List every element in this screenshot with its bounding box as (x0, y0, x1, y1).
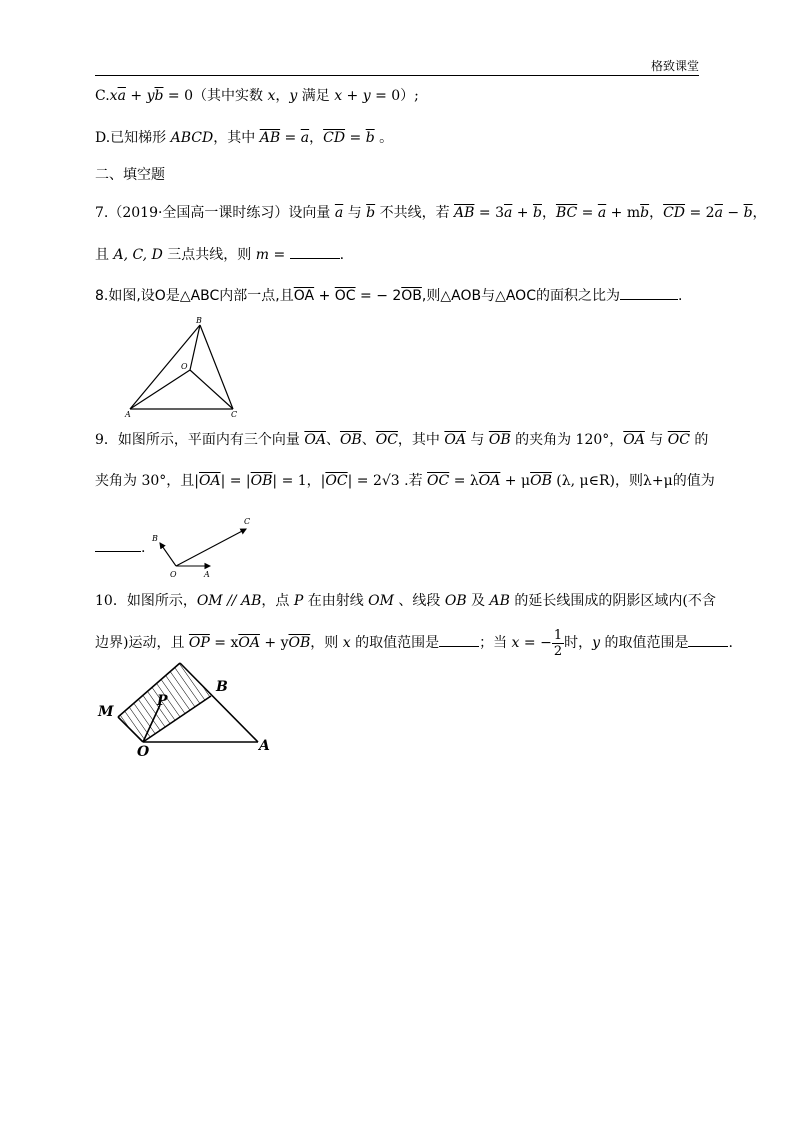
t: $\overline{OB}$ (488, 432, 511, 448)
t: + (314, 288, 335, 304)
t: = (577, 205, 598, 221)
t: $\overline{a}$ (334, 205, 344, 221)
label-o: O (181, 362, 188, 371)
t: . (141, 540, 146, 556)
label-a: A (204, 570, 210, 579)
t: y (592, 635, 601, 651)
t: $\overline{OC}$ (667, 432, 690, 448)
t: $\overline{OB}$ (288, 635, 311, 651)
t: 边界)运动，且 (95, 635, 189, 651)
t: C. (95, 88, 110, 104)
t: $\overline{OA}$ (293, 288, 315, 304)
label-a: A (259, 738, 270, 754)
t: OB (444, 593, 467, 609)
t: 的取值范围是 (600, 635, 689, 651)
t: 不共线，若 (375, 205, 455, 221)
t: $\overline{OC}$ (427, 473, 450, 489)
label-o: O (137, 744, 150, 760)
t: 在由射线 (303, 593, 369, 609)
t: ，则 (310, 635, 343, 651)
t: A, C, D (113, 247, 163, 263)
t: 且 (95, 247, 114, 263)
t: $\overline{OC}$ (375, 432, 398, 448)
label-c: C (244, 517, 251, 526)
t: $\overline{a}$ (714, 205, 723, 221)
label-c: C (231, 410, 238, 419)
t: = (280, 130, 301, 146)
t: x + y (334, 88, 371, 104)
t: 7.（2019·全国高一课时练习）设向量 (95, 205, 335, 221)
t: 的 (689, 432, 709, 448)
t: ABCD (170, 130, 214, 146)
t: x (511, 635, 520, 651)
t: y (146, 88, 155, 104)
t: x (109, 88, 118, 104)
t: x (267, 88, 276, 104)
t: AB (489, 593, 510, 609)
t: 9．如图所示，平面内有三个向量 (95, 432, 305, 448)
t: . (677, 288, 683, 304)
t: 、 (325, 432, 340, 448)
t: 时， (564, 635, 593, 651)
t: $\overline{a}$ (117, 88, 126, 104)
t: ， (275, 88, 290, 104)
t: 、 (361, 432, 376, 448)
t: $\overline{CD}$ (663, 205, 686, 221)
label-a: A (125, 410, 131, 419)
t: | = | (220, 473, 251, 489)
t: ， (541, 205, 556, 221)
t: ， (309, 130, 324, 146)
t: $\overline{b}$ (366, 205, 376, 221)
t: = x (209, 635, 239, 651)
t: $\overline{a}$ (597, 205, 607, 221)
t: 满足 (297, 88, 335, 104)
label-p: P (157, 693, 168, 709)
t: + μ (500, 473, 531, 489)
t: = 0（其中实数 (163, 88, 268, 104)
t: $\overline{OA}$ (238, 635, 260, 651)
t: ， (649, 205, 664, 221)
t: OM // AB (196, 593, 262, 609)
t: $\overline{b}$ (640, 205, 650, 221)
t: OM (368, 593, 394, 609)
t: $\overline{a}$ (300, 130, 310, 146)
t: ；当 (479, 635, 512, 651)
t: 夹角为 30°，且| (95, 473, 199, 489)
t: + (512, 205, 533, 221)
label-b: B (152, 534, 158, 543)
fraction-denominator: 2 (553, 643, 563, 659)
t: 与 (465, 432, 489, 448)
t: x (342, 635, 351, 651)
t: $\overline{AB}$ (454, 205, 475, 221)
t: 8.如图,设O是△ABC内部一点,且 (95, 288, 294, 304)
t: $\overline{b}$ (154, 88, 164, 104)
label-m: M (98, 704, 114, 720)
t: ，其中 (397, 432, 445, 448)
t: 的夹角为 120°， (510, 432, 624, 448)
t: 的取值范围是 (350, 635, 440, 651)
t: + (125, 88, 147, 104)
t: $\overline{a}$ (503, 205, 513, 221)
t: $\overline{BC}$ (555, 205, 578, 221)
t: ，其中 (213, 130, 260, 146)
t: − (722, 205, 744, 221)
t: $\overline{OA}$ (478, 473, 501, 489)
t: $\overline{OB}$ (530, 473, 552, 489)
t: | = 2√3 .若 (347, 473, 428, 489)
t: $\overline{OA}$ (623, 432, 645, 448)
t: + m (606, 205, 641, 221)
t: $\overline{b}$ (743, 205, 753, 221)
t: 与 (644, 432, 668, 448)
section-title: 二、填空题 (95, 167, 165, 183)
fraction-numerator: 1 (553, 627, 563, 643)
t: $\overline{OB}$ (339, 432, 362, 448)
t: (λ, μ∈R)，则λ+μ的值为 (551, 473, 715, 489)
t: + y (259, 635, 289, 651)
t: $\overline{OC}$ (334, 288, 356, 304)
t: = 3 (474, 205, 504, 221)
t: $\overline{OA}$ (198, 473, 221, 489)
t: = − (519, 635, 552, 651)
t: 10．如图所示， (95, 593, 197, 609)
t: y (289, 88, 298, 104)
t: $\overline{OA}$ (304, 432, 326, 448)
t: 的延长线围成的阴影区域内(不含 (509, 593, 716, 609)
label-b: B (216, 679, 228, 695)
t: $\overline{b}$ (532, 205, 542, 221)
t: = 2 (685, 205, 715, 221)
t: 、线段 (393, 593, 445, 609)
t: $\overline{OB}$ (401, 288, 422, 304)
t: $\overline{AB}$ (259, 130, 281, 146)
t: = (269, 247, 290, 263)
t: $\overline{CD}$ (323, 130, 346, 146)
t: = (345, 130, 366, 146)
t: $\overline{OC}$ (325, 473, 348, 489)
t: $\overline{b}$ (365, 130, 375, 146)
t: ,则△AOB与△AOC的面积之比为 (421, 288, 620, 304)
t: 及 (466, 593, 490, 609)
t: D.已知梯形 (95, 130, 171, 146)
t: m (255, 247, 269, 263)
t: $\overline{OA}$ (444, 432, 466, 448)
t: $\overline{OB}$ (250, 473, 273, 489)
t: | = 1，| (272, 473, 326, 489)
t: ，点 (261, 593, 294, 609)
t: . (728, 635, 733, 651)
t: ， (752, 205, 767, 221)
t: = − 2 (355, 288, 402, 304)
t: 。 (374, 130, 394, 146)
t: . (339, 247, 345, 263)
t: = 0）; (370, 88, 419, 104)
t: $\overline{OP}$ (188, 635, 210, 651)
t: = λ (449, 473, 479, 489)
t: 与 (343, 205, 367, 221)
header-brand: 格致课堂 (650, 59, 699, 73)
label-o: O (170, 570, 177, 579)
label-b: B (196, 316, 202, 325)
t: 三点共线，则 (162, 247, 256, 263)
t: P (293, 593, 304, 609)
